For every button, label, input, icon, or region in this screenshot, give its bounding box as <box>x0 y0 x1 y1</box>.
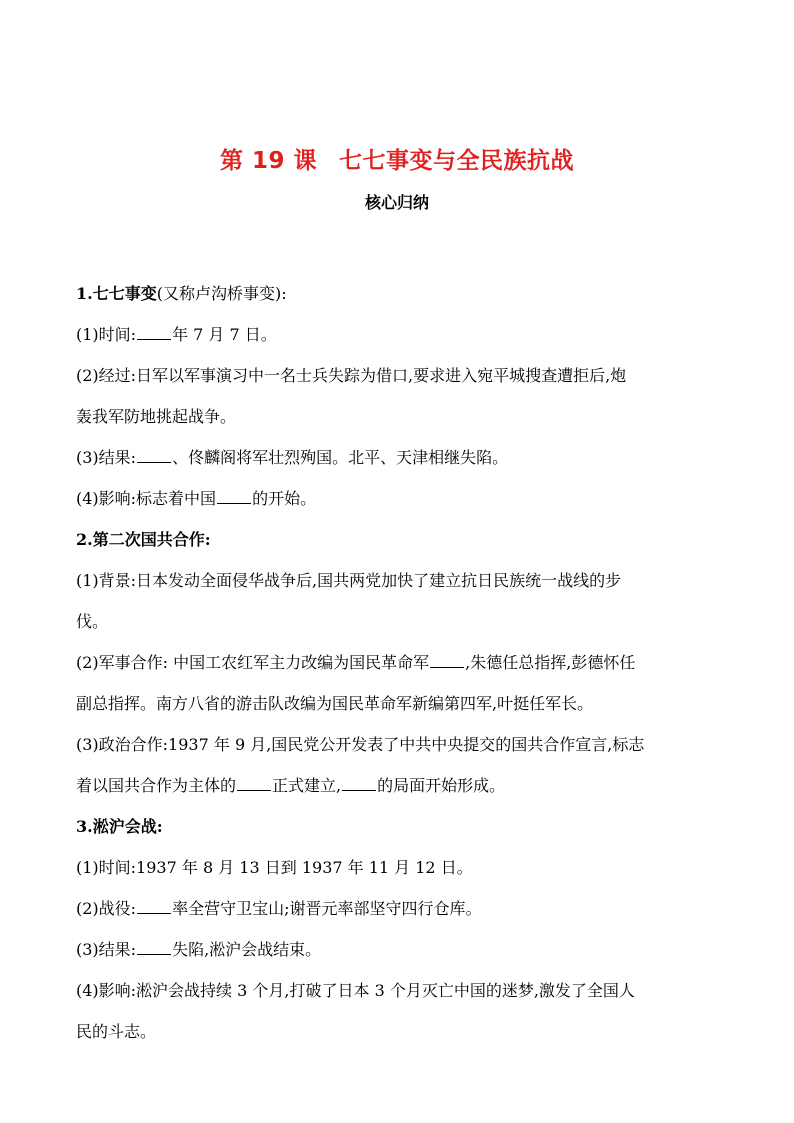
summary-content <box>76 273 722 1052</box>
section-3-heading: 3.淞沪会战: <box>76 817 163 836</box>
s1-course-line-1: (2)经过:日军以军事演习中一名士兵失踪为借口,要求进入宛平城搜查遭拒后,炮 <box>76 366 627 385</box>
fill-blank[interactable] <box>237 776 271 791</box>
lesson-number: 第 19 课 <box>219 148 318 174</box>
section-subtitle: 核心归纳 <box>364 193 429 212</box>
s3-time: (1)时间:1937 年 8 月 13 日到 1937 年 11 月 12 日。 <box>76 858 473 877</box>
section-1-heading: 1.七七事变(又称卢沟桥事变): <box>76 284 287 303</box>
fill-blank[interactable] <box>217 489 251 504</box>
fill-blank[interactable] <box>137 940 171 955</box>
s3-impact-line-1: (4)影响:淞沪会战持续 3 个月,打破了日本 3 个月灭亡中国的迷梦,激发了全国人 <box>76 981 635 1000</box>
s3-battle: (2)战役: 率全营守卫宝山;谢晋元率部坚守四行仓库。 <box>76 899 482 918</box>
s2-background-line-2: 伐。 <box>76 612 109 631</box>
lesson-topic: 七七事变与全民族抗战 <box>339 148 575 174</box>
fill-blank[interactable] <box>430 653 464 668</box>
s3-impact-line-2: 民的斗志。 <box>76 1022 157 1041</box>
s2-political-line-1: (3)政治合作:1937 年 9 月,国民党公开发表了中共中央提交的国共合作宣言,标志 <box>76 735 645 754</box>
s2-political-line-2: 着以国共合作为主体的 正式建立, 的局面开始形成。 <box>76 776 506 795</box>
s2-military-line-1: (2)军事合作: 中国工农红军主力改编为国民革命军 ,朱德任总指挥,彭德怀任 <box>76 653 636 672</box>
fill-blank[interactable] <box>137 448 171 463</box>
s2-military-line-2: 副总指挥。南方八省的游击队改编为国民革命军新编第四军,叶挺任军长。 <box>76 694 594 713</box>
s3-result: (3)结果: 失陷,淞沪会战结束。 <box>76 940 322 959</box>
s1-course-line-2: 轰我军防地挑起战争。 <box>76 407 237 426</box>
section-2-heading: 2.第二次国共合作: <box>76 530 211 549</box>
fill-blank[interactable] <box>342 776 376 791</box>
fill-blank[interactable] <box>137 899 171 914</box>
s1-result: (3)结果: 、佟麟阁将军壮烈殉国。北平、天津相继失陷。 <box>76 448 509 467</box>
fill-blank[interactable] <box>137 325 171 340</box>
s1-impact: (4)影响:标志着中国 的开始。 <box>76 489 317 508</box>
s2-background-line-1: (1)背景:日本发动全面侵华战争后,国共两党加快了建立抗日民族统一战线的步 <box>76 571 622 590</box>
page-title <box>0 142 794 175</box>
s1-time: (1)时间: 年 7 月 7 日。 <box>76 325 277 344</box>
